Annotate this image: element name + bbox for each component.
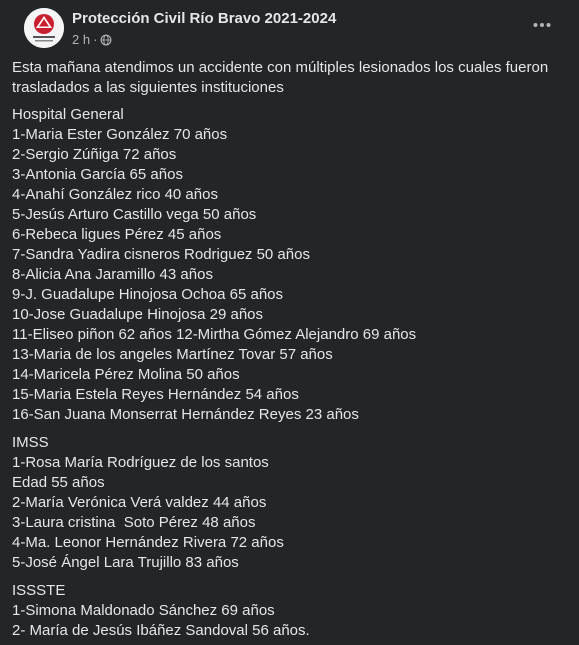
patient-line: 16-San Juana Monserrat Hernández Reyes 23 años: [12, 406, 359, 423]
more-horizontal-icon: [533, 22, 551, 28]
patient-line: Edad 55 años: [12, 474, 105, 491]
patient-line: 6-Rebeca ligues Pérez 45 años: [12, 226, 222, 243]
page-name-link[interactable]: Protección Civil Río Bravo 2021-2024: [72, 10, 337, 27]
post-meta: [72, 32, 112, 47]
post-header: [12, 0, 567, 54]
institution-section: [12, 105, 567, 425]
patient-line: 1-Simona Maldonado Sánchez 69 años: [12, 602, 275, 619]
patient-line: 13-Maria de los angeles Martínez Tovar 57 años: [12, 346, 333, 363]
institution-title: IMSS: [12, 434, 49, 451]
more-options-button[interactable]: [531, 14, 553, 36]
patient-line: 5-Jesús Arturo Castillo vega 50 años: [12, 206, 257, 223]
patient-line: 3-Laura cristina Soto Pérez 48 años: [12, 514, 256, 531]
institution-title: ISSSTE: [12, 582, 66, 599]
patient-line: 8-Alicia Ana Jaramillo 43 años: [12, 266, 213, 283]
patient-line: 2-Sergio Zúñiga 72 años: [12, 146, 177, 163]
patient-line: 2-María Verónica Verá valdez 44 años: [12, 494, 267, 511]
page-avatar[interactable]: [24, 8, 64, 48]
post-body: [12, 54, 567, 641]
patient-line: 3-Antonia García 65 años: [12, 166, 183, 183]
meta-separator: ·: [93, 32, 98, 47]
patient-line: 7-Sandra Yadira cisneros Rodriguez 50 años: [12, 246, 310, 263]
hospital-sections: [12, 105, 567, 641]
post-timestamp[interactable]: 2 h: [72, 32, 91, 47]
patient-line: 4-Ma. Leonor Hernández Rivera 72 años: [12, 534, 284, 551]
patient-line: 10-Jose Guadalupe Hinojosa 29 años: [12, 306, 264, 323]
patient-line: 2- María de Jesús Ibáñez Sandoval 56 años.: [12, 622, 310, 639]
patient-line: 14-Maricela Pérez Molina 50 años: [12, 366, 240, 383]
institution-section: [12, 433, 567, 573]
institution-section: [12, 581, 567, 641]
civil-protection-logo-icon: [24, 8, 64, 48]
patient-line: 5-José Ángel Lara Trujillo 83 años: [12, 554, 239, 571]
patient-line: 11-Eliseo piñon 62 años 12-Mirtha Gómez Alejandro 69 años: [12, 326, 417, 343]
patient-line: 1-Rosa María Rodríguez de los santos: [12, 454, 269, 471]
post-intro-text: Esta mañana atendimos un accidente con múltiples lesionados los cuales fueron trasladados a las siguientes instituciones: [12, 59, 549, 96]
globe-icon[interactable]: [100, 34, 112, 46]
patient-line: 1-Maria Ester González 70 años: [12, 126, 228, 143]
patient-line: 4-Anahí González rico 40 años: [12, 186, 218, 203]
patient-line: 9-J. Guadalupe Hinojosa Ochoa 65 años: [12, 286, 284, 303]
institution-title: Hospital General: [12, 106, 124, 123]
patient-line: 15-Maria Estela Reyes Hernández 54 años: [12, 386, 299, 403]
